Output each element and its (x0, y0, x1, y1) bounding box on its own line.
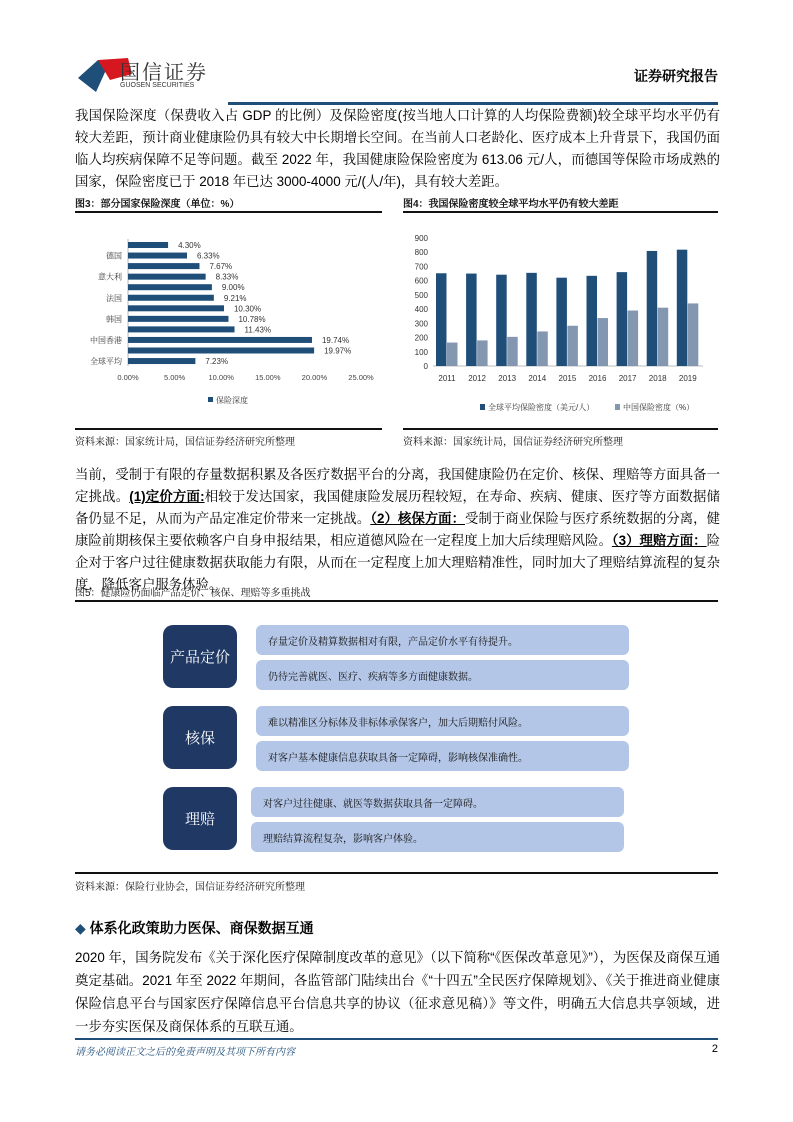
data-label: 19.97% (324, 346, 352, 356)
diagram-category-underwriting: 核保 (163, 706, 237, 769)
legend-swatch (480, 404, 485, 410)
paragraph-intro: 我国保险深度（保费收入占 GDP 的比例）及保险密度(按当地人口计算的人均保险费额)较全球平均水平仍有较大差距，预计商业健康险仍具有较大中长期增长空间。在当前人口老龄化、医疗成本上升背景下，我国仍面临人均疾病保障不足等问题。截至 2022 年，我国健康险保险密度为 613.06 元/人，而德国等保险市场成熟的国家，保险密度已于 2018 年已达 3000-4000 元/(人/年)，具有较大差距。 (75, 108, 720, 189)
paragraph-challenges (75, 464, 720, 596)
data-label: 6.33% (196, 251, 220, 261)
fig4-caption: 图4：我国保险密度较全球平均水平仍有较大差距 (403, 199, 619, 210)
page-number: 2 (711, 1043, 718, 1055)
fig3-caption: 图3：部分国家保险深度（单位：%） (75, 199, 240, 210)
bar-global (617, 272, 628, 366)
x-tick-label: 2017 (618, 374, 637, 383)
legend-swatch (208, 397, 213, 402)
footer-disclaimer: 请务必阅读正文之后的免责声明及其项下所有内容 (75, 1047, 295, 1058)
diagram-item: 存量定价及精算数据相对有限，产品定价水平有待提升。 (256, 625, 629, 655)
bar-global (587, 276, 598, 366)
fig3-source: 资料来源：国家统计局，国信证券经济研究所整理 (75, 437, 295, 448)
x-tick-label: 2013 (498, 374, 517, 383)
legend-swatch (615, 404, 620, 410)
text: 相较于发达国家，我国健康险发展历程较短，在寿命、疾病、健康、医疗等方面数据储备仍显不足，从而为产品定准定价带来一定挑战。 (75, 489, 721, 526)
bar-china (477, 340, 488, 366)
x-tick-label: 2012 (468, 374, 486, 383)
heading-underwriting: （2）核保方面： (370, 511, 466, 526)
diamond-bullet-icon: ◆ (75, 920, 90, 936)
divider (75, 872, 718, 874)
text: 受制于商业保险与医疗系统数据的分离，健康险前期核保主要依赖客户自身申报结果，相应道德风险在一定程度上加大后续理赔风险。 (75, 511, 720, 548)
x-tick-label: 25.00% (348, 373, 374, 382)
x-tick-label: 2014 (528, 374, 547, 383)
chart-insurance-density (403, 214, 718, 424)
bar (128, 358, 195, 364)
y-tick-label: 300 (414, 319, 428, 329)
text: 当前，受制于有限的存量数据积累及各医疗数据平台的分离，我国健康险仍在定价、核保、理赔等方面具备一定挑战。 (75, 467, 720, 504)
diagram-item: 对客户基本健康信息获取具备一定障碍，影响核保准确性。 (256, 741, 629, 771)
bar-global (556, 278, 567, 366)
divider (75, 600, 718, 602)
section-heading (75, 918, 314, 938)
y-tick-label: 100 (414, 347, 428, 357)
chart-insurance-depth (75, 214, 385, 424)
category-label: 中国香港 (90, 335, 122, 345)
legend-label: 保险深度 (216, 396, 248, 405)
legend-label: 全球平均保险密度（美元/人） (488, 403, 595, 412)
x-tick-label: 0.00% (117, 373, 139, 382)
diagram-category-pricing: 产品定价 (163, 625, 237, 688)
x-tick-label: 2016 (588, 374, 607, 383)
x-tick-label: 2011 (438, 374, 456, 383)
x-tick-label: 2015 (558, 374, 577, 383)
bar (128, 326, 235, 332)
bar-china (628, 311, 639, 366)
text: 险企对于客户过往健康数据获取能力有限，从而在一定程度上加大理赔精准性，同时加大了理赔结算流程的复杂度，降低客户服务体验。 (75, 533, 720, 592)
report-type: 证券研究报告 (634, 68, 718, 84)
category-label: 法国 (106, 293, 122, 303)
bar-global (647, 251, 658, 366)
x-tick-label: 2019 (678, 374, 697, 383)
bar-china (447, 343, 458, 366)
bar (128, 348, 314, 354)
bar-global (496, 275, 507, 366)
data-label: 9.00% (221, 283, 245, 293)
fig4-source: 资料来源：国家统计局，国信证券经济研究所整理 (403, 437, 623, 448)
y-tick-label: 800 (414, 248, 428, 258)
data-label: 10.30% (233, 304, 262, 314)
data-label: 19.74% (321, 335, 350, 345)
y-tick-label: 0 (423, 362, 428, 371)
bar-global (436, 273, 447, 366)
bar (128, 337, 312, 343)
data-label: 10.78% (238, 314, 266, 324)
y-tick-label: 200 (414, 333, 428, 343)
data-label: 7.67% (209, 262, 233, 272)
category-label: 韩国 (106, 314, 122, 324)
y-tick-label: 900 (414, 234, 428, 243)
legend-label: 中国保险密度（%） (623, 403, 695, 412)
x-tick-label: 2018 (648, 374, 667, 383)
data-label: 8.33% (215, 272, 239, 282)
data-label: 9.21% (223, 293, 247, 303)
bar-global (526, 273, 537, 366)
x-tick-label: 20.00% (301, 373, 328, 382)
y-tick-label: 500 (414, 290, 428, 300)
data-label: 4.30% (178, 241, 201, 250)
fig5-source: 资料来源：保险行业协会，国信证券经济研究所整理 (75, 882, 305, 893)
bar-china (598, 318, 609, 366)
diagram-category-claims: 理赔 (163, 787, 237, 850)
bar-global (466, 274, 477, 366)
bar (128, 274, 206, 280)
x-tick-label: 10.00% (208, 373, 234, 382)
divider (75, 428, 382, 430)
section-heading-text: 体系化政策助力医保、商保数据互通 (89, 920, 314, 936)
heading-pricing: (1)定价方面: (129, 489, 205, 504)
x-tick-label: 15.00% (255, 373, 281, 382)
bar (128, 316, 228, 322)
diagram-item: 对客户过往健康、就医等数据获取具备一定障碍。 (251, 787, 624, 817)
bar-global (677, 250, 688, 366)
category-label: 德国 (106, 251, 122, 261)
fig5-caption: 图5：健康险仍面临产品定价、核保、理赔等多重挑战 (75, 588, 311, 599)
bar-china (658, 308, 669, 366)
bar (128, 295, 214, 301)
y-tick-label: 400 (414, 305, 428, 315)
category-label: 全球平均 (90, 357, 122, 367)
bar (128, 284, 212, 290)
data-label: 7.23% (205, 357, 229, 367)
logo-cn: 国信证券 (120, 62, 208, 84)
bar-china (567, 326, 578, 366)
bar (128, 242, 168, 248)
x-tick-label: 5.00% (163, 373, 186, 382)
logo (76, 56, 226, 96)
bar-china (688, 303, 699, 366)
category-label: 意大利 (98, 272, 122, 282)
bar (128, 305, 224, 311)
y-tick-label: 600 (414, 276, 428, 286)
heading-claims: （3）理赔方面： (611, 533, 707, 548)
paragraph-policy: 2020 年，国务院发布《关于深化医疗保障制度改革的意见》（以下简称“《医保改革意见》”），为医保及商保互通奠定基础。2021 年至 2022 年期间，各监管部门陆续出台《“十四五”全民医疗保障规划》、《关于推进商业健康保险信息平台与国家医疗保障信息平台信息共享的协议（征求意见稿）》等文件，明确五大信息共享领域，进一步夯实医保及商保体系的互联互通。 (75, 950, 720, 1034)
diagram-item: 难以精准区分标体及非标体承保客户，加大后期赔付风险。 (256, 706, 629, 736)
bar (128, 263, 199, 269)
diagram-item: 仍待完善就医、医疗、疾病等多方面健康数据。 (256, 660, 629, 690)
diagram-item: 理赔结算流程复杂，影响客户体验。 (251, 822, 624, 852)
y-tick-label: 700 (414, 262, 428, 272)
logo-en: GUOSEN SECURITIES (120, 82, 195, 89)
footer-rule (75, 1038, 718, 1040)
data-label: 11.43% (244, 325, 272, 335)
divider (403, 428, 718, 430)
divider (75, 211, 382, 213)
divider (403, 211, 718, 213)
bar (128, 253, 187, 259)
bar-china (537, 331, 548, 366)
bar-china (507, 337, 518, 366)
